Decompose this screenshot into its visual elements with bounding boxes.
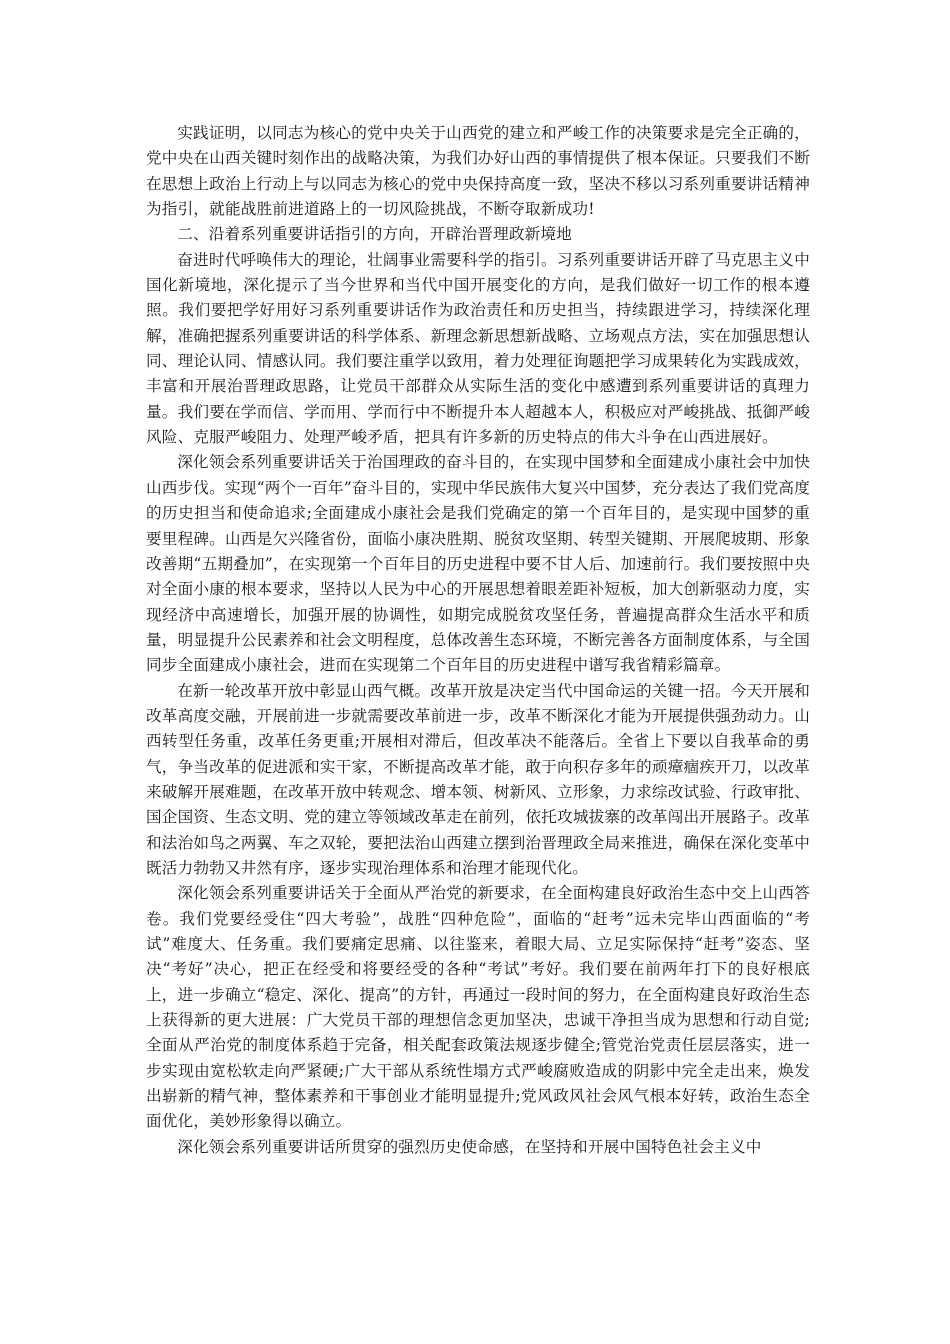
- document-body: [146, 121, 810, 1160]
- section-heading-two: 二、沿着系列重要讲话指引的方向，开辟治晋理政新境地: [177, 225, 573, 244]
- paragraph-governance-goals: 深化领会系列重要讲话关于治国理政的奋斗目的，在实现中国梦和全面建成小康社会中加快山西步伐。实现“两个一百年”奋斗目的，实现中华民族伟大复兴中国梦，充分表达了我们党高度的历史担当和使命追求;全面建成小康社会是我们党确定的第一个百年目的，是实现中国梦的重要里程碑。山西是欠兴隆省份，面临小康决胜期、脱贫攻坚期、转型关键期、开展爬坡期、形象改善期“五期叠加”，在实现第一个百年目的历史进程中要不甘人后、加速前行。我们要按照中央对全面小康的根本要求，坚持以人民为中心的开展思想着眼差距补短板，加大创新驱动力度，实现经济中高速增长，加强开展的协调性，如期完成脱贫攻坚任务，普遍提高群众生活水平和质量，明显提升公民素养和社会文明程度，总体改善生态环境，不断完善各方面制度体系，与全国同步全面建成小康社会，进而在实现第二个百年目的历史进程中谱写我省精彩篇章。: [146, 453, 810, 675]
- paragraph-theory-guidance: 奋进时代呼唤伟大的理论，壮阔事业需要科学的指引。习系列重要讲话开辟了马克思主义中国化新境地，深化提示了当今世界和当代中国开展变化的方向，是我们做好一切工作的根本遵照。我们要把学好用好习系列重要讲话作为政治责任和历史担当，持续跟进学习，持续深化理解，准确把握系列重要讲话的科学体系、新理念新思想新战略、立场观点方法，实在加强思想认同、理论认同、情感认同。我们要注重学以致用，着力处理征询题把学习成果转化为实践成效，丰富和开展治晋理政思路，让党员干部群众从实际生活的变化中感遭到系列重要讲话的真理力量。我们要在学而信、学而用、学而行中不断提升本人超越本人，积极应对严峻挑战、抵御严峻风险、克服严峻阻力、处理严峻矛盾，把具有许多新的历史特点的伟大斗争在山西进展好。: [146, 250, 810, 447]
- paragraph-practice-proves: 实践证明，以同志为核心的党中央关于山西党的建立和严峻工作的决策要求是完全正确的，党中央在山西关键时刻作出的战略决策，为我们办好山西的事情提供了根本保证。只要我们不断在思想上政治上行动上与以同志为核心的党中央保持高度一致，坚决不移以习系列重要讲话精神为指引，就能战胜前进道路上的一切风险挑战，不断夺取新成功!: [146, 124, 810, 219]
- paragraph-party-discipline: 深化领会系列重要讲话关于全面从严治党的新要求，在全面构建良好政治生态中交上山西答卷。我们党要经受住“四大考验”，战胜“四种危险”，面临的“赶考”远未完毕山西面临的“考试”难度大、任务重。我们要痛定思痛、以往鉴来，着眼大局、立足实际保持“赶考”姿态、坚决“考好”决心，把正在经受和将要经受的各种“考试”考好。我们要在前两年打下的良好根底上，进一步确立“稳定、深化、提高”的方针，再通过一段时间的努力，在全面构建良好政治生态上获得新的更大进展：广大党员干部的理想信念更加坚决，忠诚干净担当成为思想和行动自觉;全面从严治党的制度体系趋于完备，相关配套政策法规逐步健全;管党治党责任层层落实，进一步实现由宽松软走向严紧硬;广大干部从系统性塌方式严峻腐败造成的阴影中完全走出来，焕发出崭新的精气神，整体素养和干事创业才能明显提升;党风政风社会风气根本好转，政治生态全面优化，美妙形象得以确立。: [146, 884, 810, 1131]
- paragraph-reform-opening: 在新一轮改革开放中彰显山西气概。改革开放是决定当代中国命运的关键一招。今天开展和改革高度交融，开展前进一步就需要改革前进一步，改革不断深化才能为开展提供强劲动力。山西转型任务重，改革任务更重;开展相对滞后，但改革决不能落后。全省上下要以自我革命的勇气，争当改革的促进派和实干家，不断提高改革才能，敢于向积存多年的顽瘴痼疾开刀，以改革来破解开展难题，在改革开放中转观念、增本领、树新风、立形象，力求综改试验、行政审批、国企国资、生态文明、党的建立等领域改革走在前列，依托攻城拔寨的改革闯出开展路子。改革和法治如鸟之两翼、车之双轮，要把法治山西建立摆到治晋理政全局来推进，确保在深化变革中既活力勃勃又井然有序，逐步实现治理体系和治理才能现代化。: [146, 681, 810, 877]
- paragraph-historical-mission: 深化领会系列重要讲话所贯穿的强烈历史使命感，在坚持和开展中国特色社会主义中: [177, 1137, 762, 1156]
